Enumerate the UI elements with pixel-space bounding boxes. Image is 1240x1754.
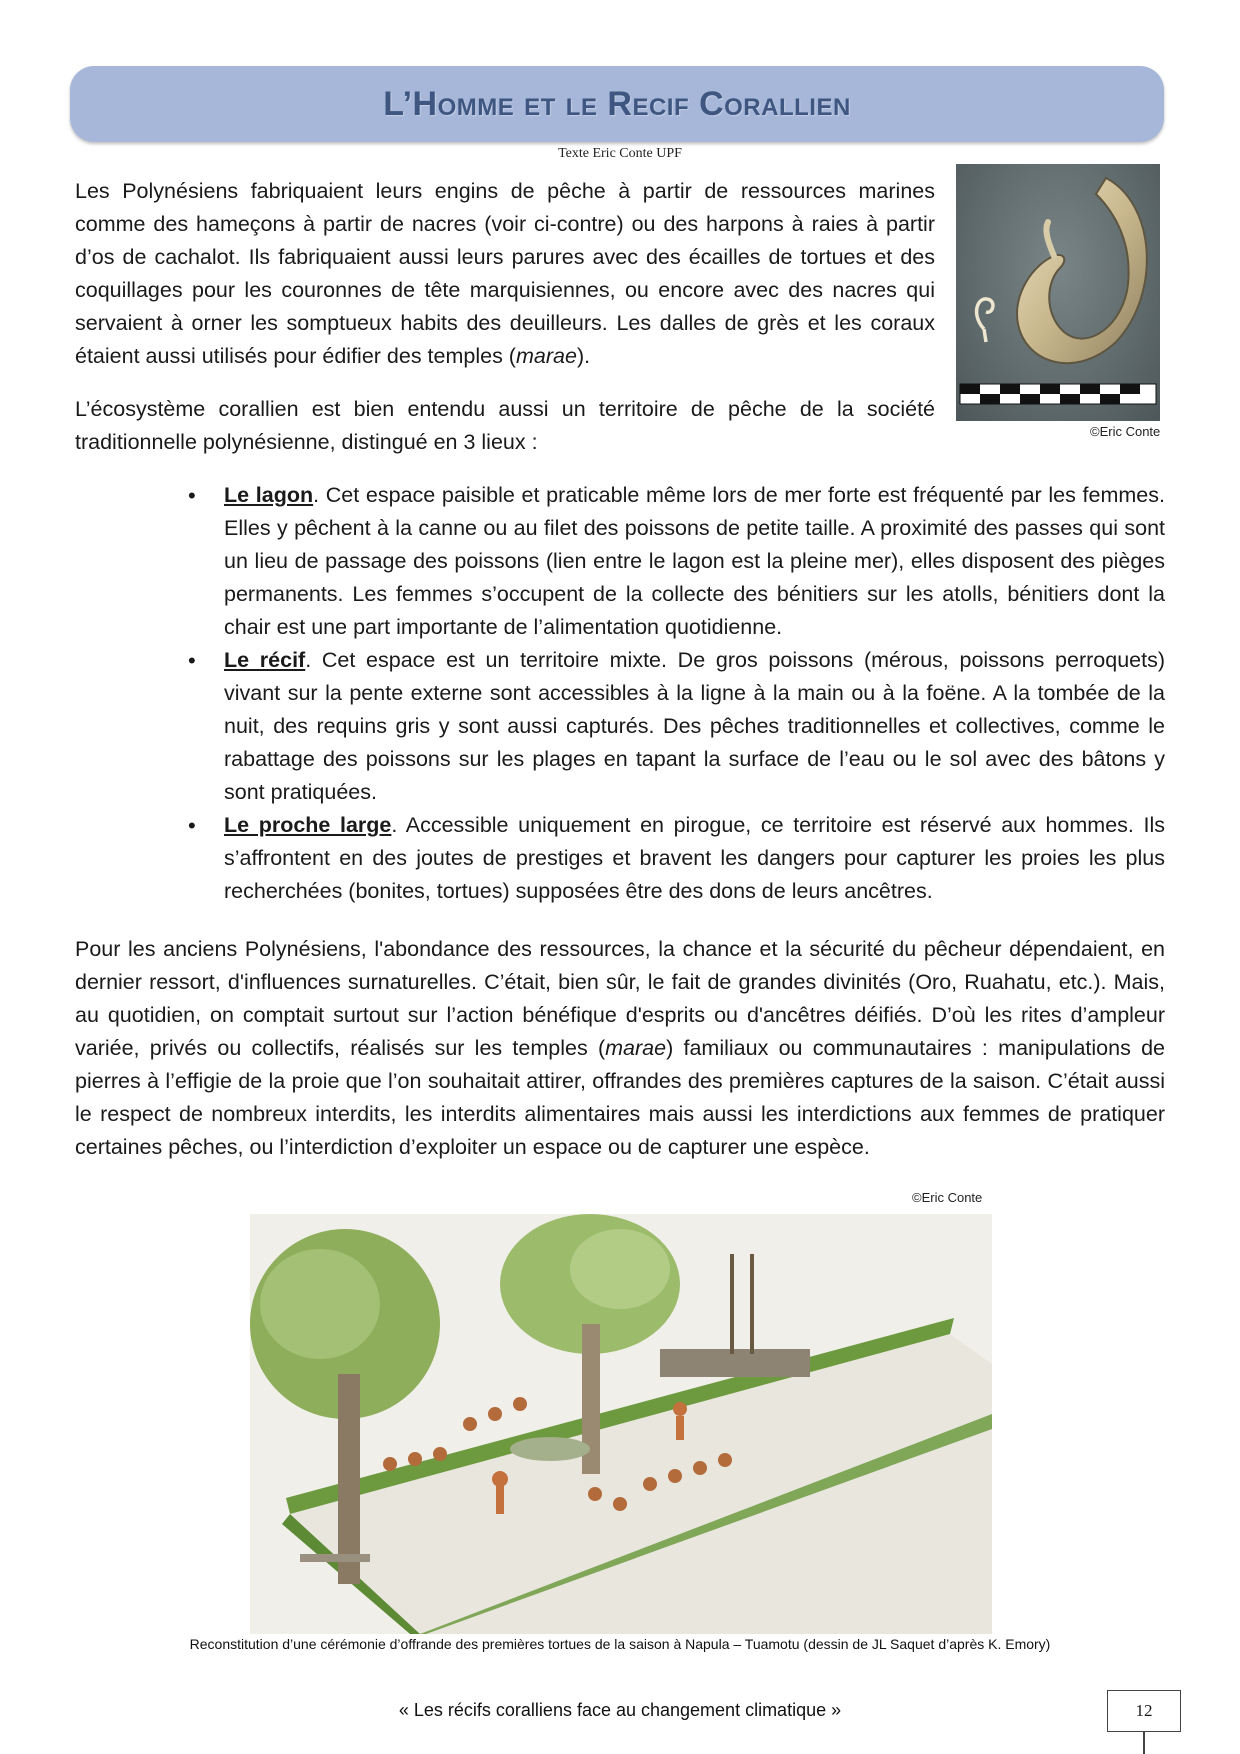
list-item [180,809,1165,908]
page-number: 12 [1135,1701,1153,1720]
title-banner [70,66,1164,142]
bullet-icon: • [188,648,196,673]
zone-term: Le lagon [224,483,314,507]
fishing-zones-list [180,479,1165,908]
fish-hook-icon [956,164,1160,421]
intro-paragraph: Les Polynésiens fabriquaient leurs engins de pêche à partir de ressources marines comme des hameçons à partir de nacres (voir ci-contre) ou des harpons à raies à partir d’os de cachalot. Ils fabriquaient aussi leurs parures avec des écailles de tortues et des coquillages pour les couronnes de tête marquisiennes, ou encore avec des nacres qui servaient à orner les somptueux habits des deuilleurs. Les dalles de grès et les coraux étaient aussi utilisés pour édifier des temples (marae). [75,179,935,368]
illustration-caption: Reconstitution d’une cérémonie d’offrande des premières tortues de la saison à Napula – Tuamotu (dessin de JL Saquet d’après K. Emory) [189,1636,1051,1652]
fish-hook-photo [956,164,1160,421]
zone-term: Le proche large [224,813,392,837]
bullet-icon: • [188,483,196,508]
page-number-box [1107,1690,1181,1732]
zone-description: . Cet espace paisible et praticable même lors de mer forte est fréquenté par les femmes. Elles y pêchent à la canne ou au filet des poissons de petite taille. A proximité des passes qui sont un lieu de passage des poissons (lien entre le lagon est la pleine mer), elles disposent des pièges permanents. Les femmes s’occupent de la collecte des bénitiers sur les atolls, bénitiers dont la chair est une part importante de l’alimentation quotidienne. [224,483,1165,639]
marae-scene-icon [250,1214,992,1634]
bullet-icon: • [188,813,196,838]
zone-description: . Accessible uniquement en pirogue, ce territoire est réservé aux hommes. Ils s’affrontent en des joutes de prestiges et bravent les dangers pour capturer les proies les plus recherchées (bonites, tortues) supposées être des dons de leurs ancêtres. [224,813,1165,903]
illustration-credit: ©Eric Conte [912,1190,983,1205]
ceremony-illustration [250,1214,992,1634]
page-corner-line [1143,1731,1145,1754]
page-title: L’Homme et le Recif Corallien [383,84,851,123]
zone-description: . Cet espace est un territoire mixte. De gros poissons (mérous, poissons perroquets) vivant sur la pente externe sont accessibles à la ligne à la main ou à la foëne. A la tombée de la nuit, des requins gris y sont aussi capturés. Des pêches traditionnelles et collectives, comme le rabattage des poissons sur les plages en tapant la surface de l’eau ou le sol avec des bâtons y sont pratiquées. [224,648,1165,804]
footer-title: « Les récifs coralliens face au changement climatique » [398,1700,842,1720]
photo-credit: ©Eric Conte [1090,424,1161,439]
ecosystem-paragraph: L’écosystème corallien est bien entendu aussi un territoire de pêche de la société traditionnelle polynésienne, distingué en 3 lieux : [75,397,935,454]
beliefs-paragraph: Pour les anciens Polynésiens, l'abondance des ressources, la chance et la sécurité du pêcheur dépendaient, en dernier ressort, d'influences surnaturelles. C’était, bien sûr, le fait de grandes divinités (Oro, Ruahatu, etc.). Mais, au quotidien, on comptait surtout sur l’action bénéfique d'esprits ou d'ancêtres déifiés. D’où les rites d’ampleur variée, privés ou collectifs, réalisés sur les temples (marae) familiaux ou communautaires : manipulations de pierres à l’effigie de la proie que l’on souhaitait attirer, offrandes des premières captures de la saison. C’était aussi le respect de nombreux interdits, les interdits alimentaires mais aussi les interdictions aux femmes de pratiquer certaines pêches, ou l’interdiction d’exploiter un espace ou de capturer une espèce. [75,937,1165,1159]
list-item [180,644,1165,809]
list-item [180,479,1165,644]
zone-term: Le récif [224,648,306,672]
author-line: Texte Eric Conte UPF [558,146,682,161]
